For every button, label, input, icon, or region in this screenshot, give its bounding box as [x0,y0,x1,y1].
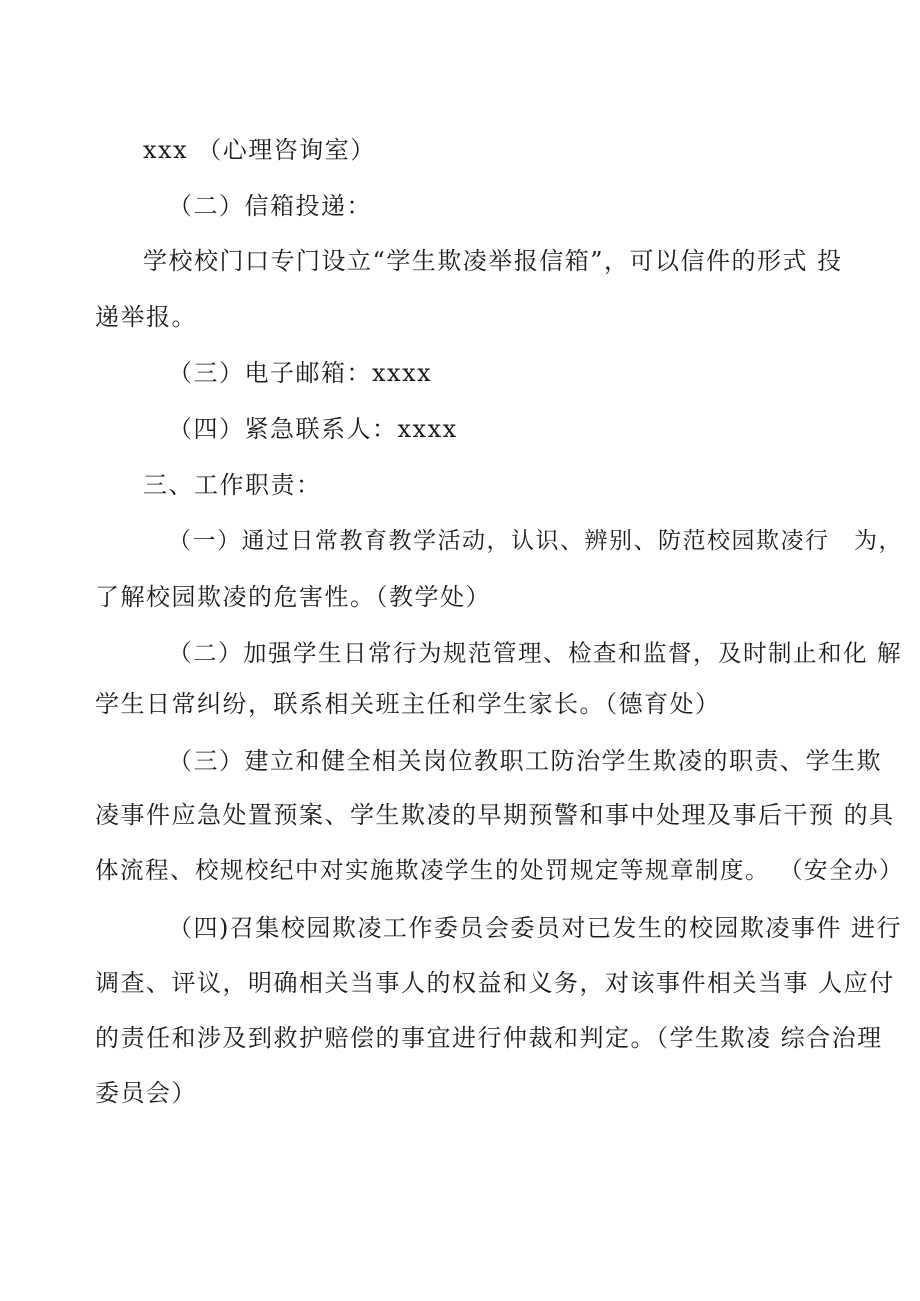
text-line: （二）加强学生日常行为规范管理、检查和监督，及时制止和化 解 [168,639,902,667]
text-line: 了解校园欺凌的危害性。（教学处） [95,583,491,611]
text-line: 的责任和涉及到救护赔偿的事宜进行仲裁和判定。（学生欺凌 综合治理 [95,1024,883,1052]
text-line: （四)召集校园欺凌工作委员会委员对已发生的校园欺凌事件 进行 [168,914,902,942]
text-line: xxx （心理咨询室） [143,136,376,164]
text-line: （三）建立和健全相关岗位教职工防治学生欺凌的职责、学生欺 [168,747,882,775]
text-line: （二）信箱投递： [168,192,372,220]
text-line: （三）电子邮箱：xxxx [168,359,433,387]
text-line: 递举报。 [95,303,197,331]
text-line: （四）紧急联系人：xxxx [168,415,458,443]
text-line: 委员会） [95,1079,197,1107]
text-line: 学生日常纠纷，联系相关班主任和学生家长。（德育处） [95,690,721,718]
text-line: （一）通过日常教育教学活动，认识、辨别、防范校园欺凌行 为， [168,528,903,554]
text-line: 体流程、校规校纪中对实施欺凌学生的处罚规定等规章制度。 （安全办） [95,856,904,884]
text-line: 调查、评议，明确相关当事人的权益和义务，对该事件相关当事 人应付 [95,969,895,997]
text-line: 三、工作职责： [143,471,322,499]
text-line: 学校校门口专门设立“学生欺凌举报信箱”，可以信件的形式 投 [143,247,843,275]
text-line: 凌事件应急处置预案、学生欺凌的早期预警和事中处理及事后干预 的具 [95,801,895,829]
